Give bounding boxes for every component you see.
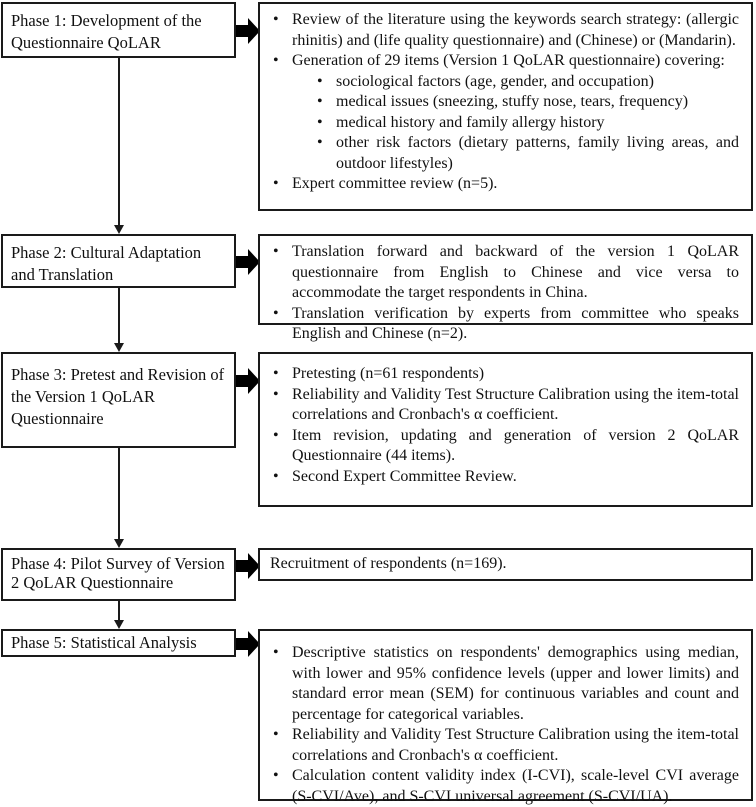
phase-1-title: Phase 1: Development of the Questionnaire QoLAR	[11, 11, 202, 52]
phase-2-box	[1, 234, 236, 288]
bullet-item: • Item revision, updating and generation of version 2 QoLAR Questionnaire (44 items).	[270, 426, 739, 467]
connector-line-1-2	[118, 57, 120, 225]
phase-3-details	[258, 352, 753, 507]
phase-5-box	[1, 629, 236, 657]
arrow-right-icon	[236, 368, 260, 394]
sub-bullet-item: • medical issues (sneezing, stuffy nose, tears, frequency)	[314, 92, 739, 113]
phase-2-details	[258, 234, 753, 342]
phase-1-box	[1, 2, 236, 58]
phase-4-title: Phase 4: Pilot Survey of Version 2 QoLAR Questionnaire	[11, 554, 225, 592]
sub-bullet-item: • sociological factors (age, gender, and occupation)	[314, 72, 739, 93]
bullet-item	[270, 51, 739, 174]
phase-4-details	[258, 548, 753, 581]
phase-2-title: Phase 2: Cultural Adaptation and Translation	[11, 243, 202, 284]
bullet-item: • Descriptive statistics on respondents' demographics using median, with lower and 95% confidence levels (upper and lower limits) and standard error mean (SEM) for continuous variables and count and percentage for categorical variables.	[270, 643, 739, 725]
arrowhead-1-2	[114, 225, 124, 234]
arrowhead-2-3	[114, 343, 124, 352]
bullet-item: • Review of the literature using the keywords search strategy: (allergic rhinitis) and (life quality questionnaire) and (Chinese) or (Mandarin).	[270, 10, 739, 51]
bullet-text: Generation of 29 items (Version 1 QoLAR questionnaire) covering:	[292, 52, 725, 69]
bullet-item: • Reliability and Validity Test Structure Calibration using the item-total correlations and Cronbach's α coefficient.	[270, 725, 739, 766]
phase-5-title: Phase 5: Statistical Analysis	[11, 633, 197, 652]
sub-bullet-item: • other risk factors (dietary patterns, family living areas, and outdoor lifestyles)	[314, 133, 739, 174]
bullet-item: • Translation verification by experts from committee who speaks English and Chinese (n=2).	[270, 304, 739, 345]
sub-bullet-item: • medical history and family allergy history	[314, 113, 739, 134]
arrow-right-icon	[236, 18, 260, 44]
connector-line-4-5	[118, 600, 120, 620]
arrow-right-icon	[236, 631, 260, 657]
connector-line-3-4	[118, 447, 120, 539]
phase-4-text: Recruitment of respondents (n=169).	[270, 555, 507, 572]
arrow-right-icon	[236, 553, 260, 579]
bullet-item: • Calculation content validity index (I-CVI), scale-level CVI average (S-CVI/Ave), and S-CVI universal agreement (S-CVI/UA).	[270, 766, 739, 807]
phase-3-box	[1, 352, 236, 448]
bullet-item: • Expert committee review (n=5).	[270, 174, 739, 195]
arrowhead-3-4	[114, 539, 124, 548]
bullet-item: • Reliability and Validity Test Structure Calibration using the item-total correlations and Cronbach's α coefficient.	[270, 385, 739, 426]
phase-1-details	[258, 2, 753, 211]
connector-line-2-3	[118, 287, 120, 343]
arrow-right-icon	[236, 249, 260, 275]
phase-3-title: Phase 3: Pretest and Revision of the Version 1 QoLAR Questionnaire	[11, 365, 225, 428]
bullet-item: • Translation forward and backward of the version 1 QoLAR questionnaire from English to Chinese and vice versa to accommodate the target respondents in China.	[270, 242, 739, 304]
arrowhead-4-5	[114, 620, 124, 629]
phase-4-box	[1, 548, 236, 601]
bullet-item: • Second Expert Committee Review.	[270, 467, 739, 488]
phase-5-details	[258, 629, 753, 805]
bullet-item: • Pretesting (n=61 respondents)	[270, 364, 739, 385]
